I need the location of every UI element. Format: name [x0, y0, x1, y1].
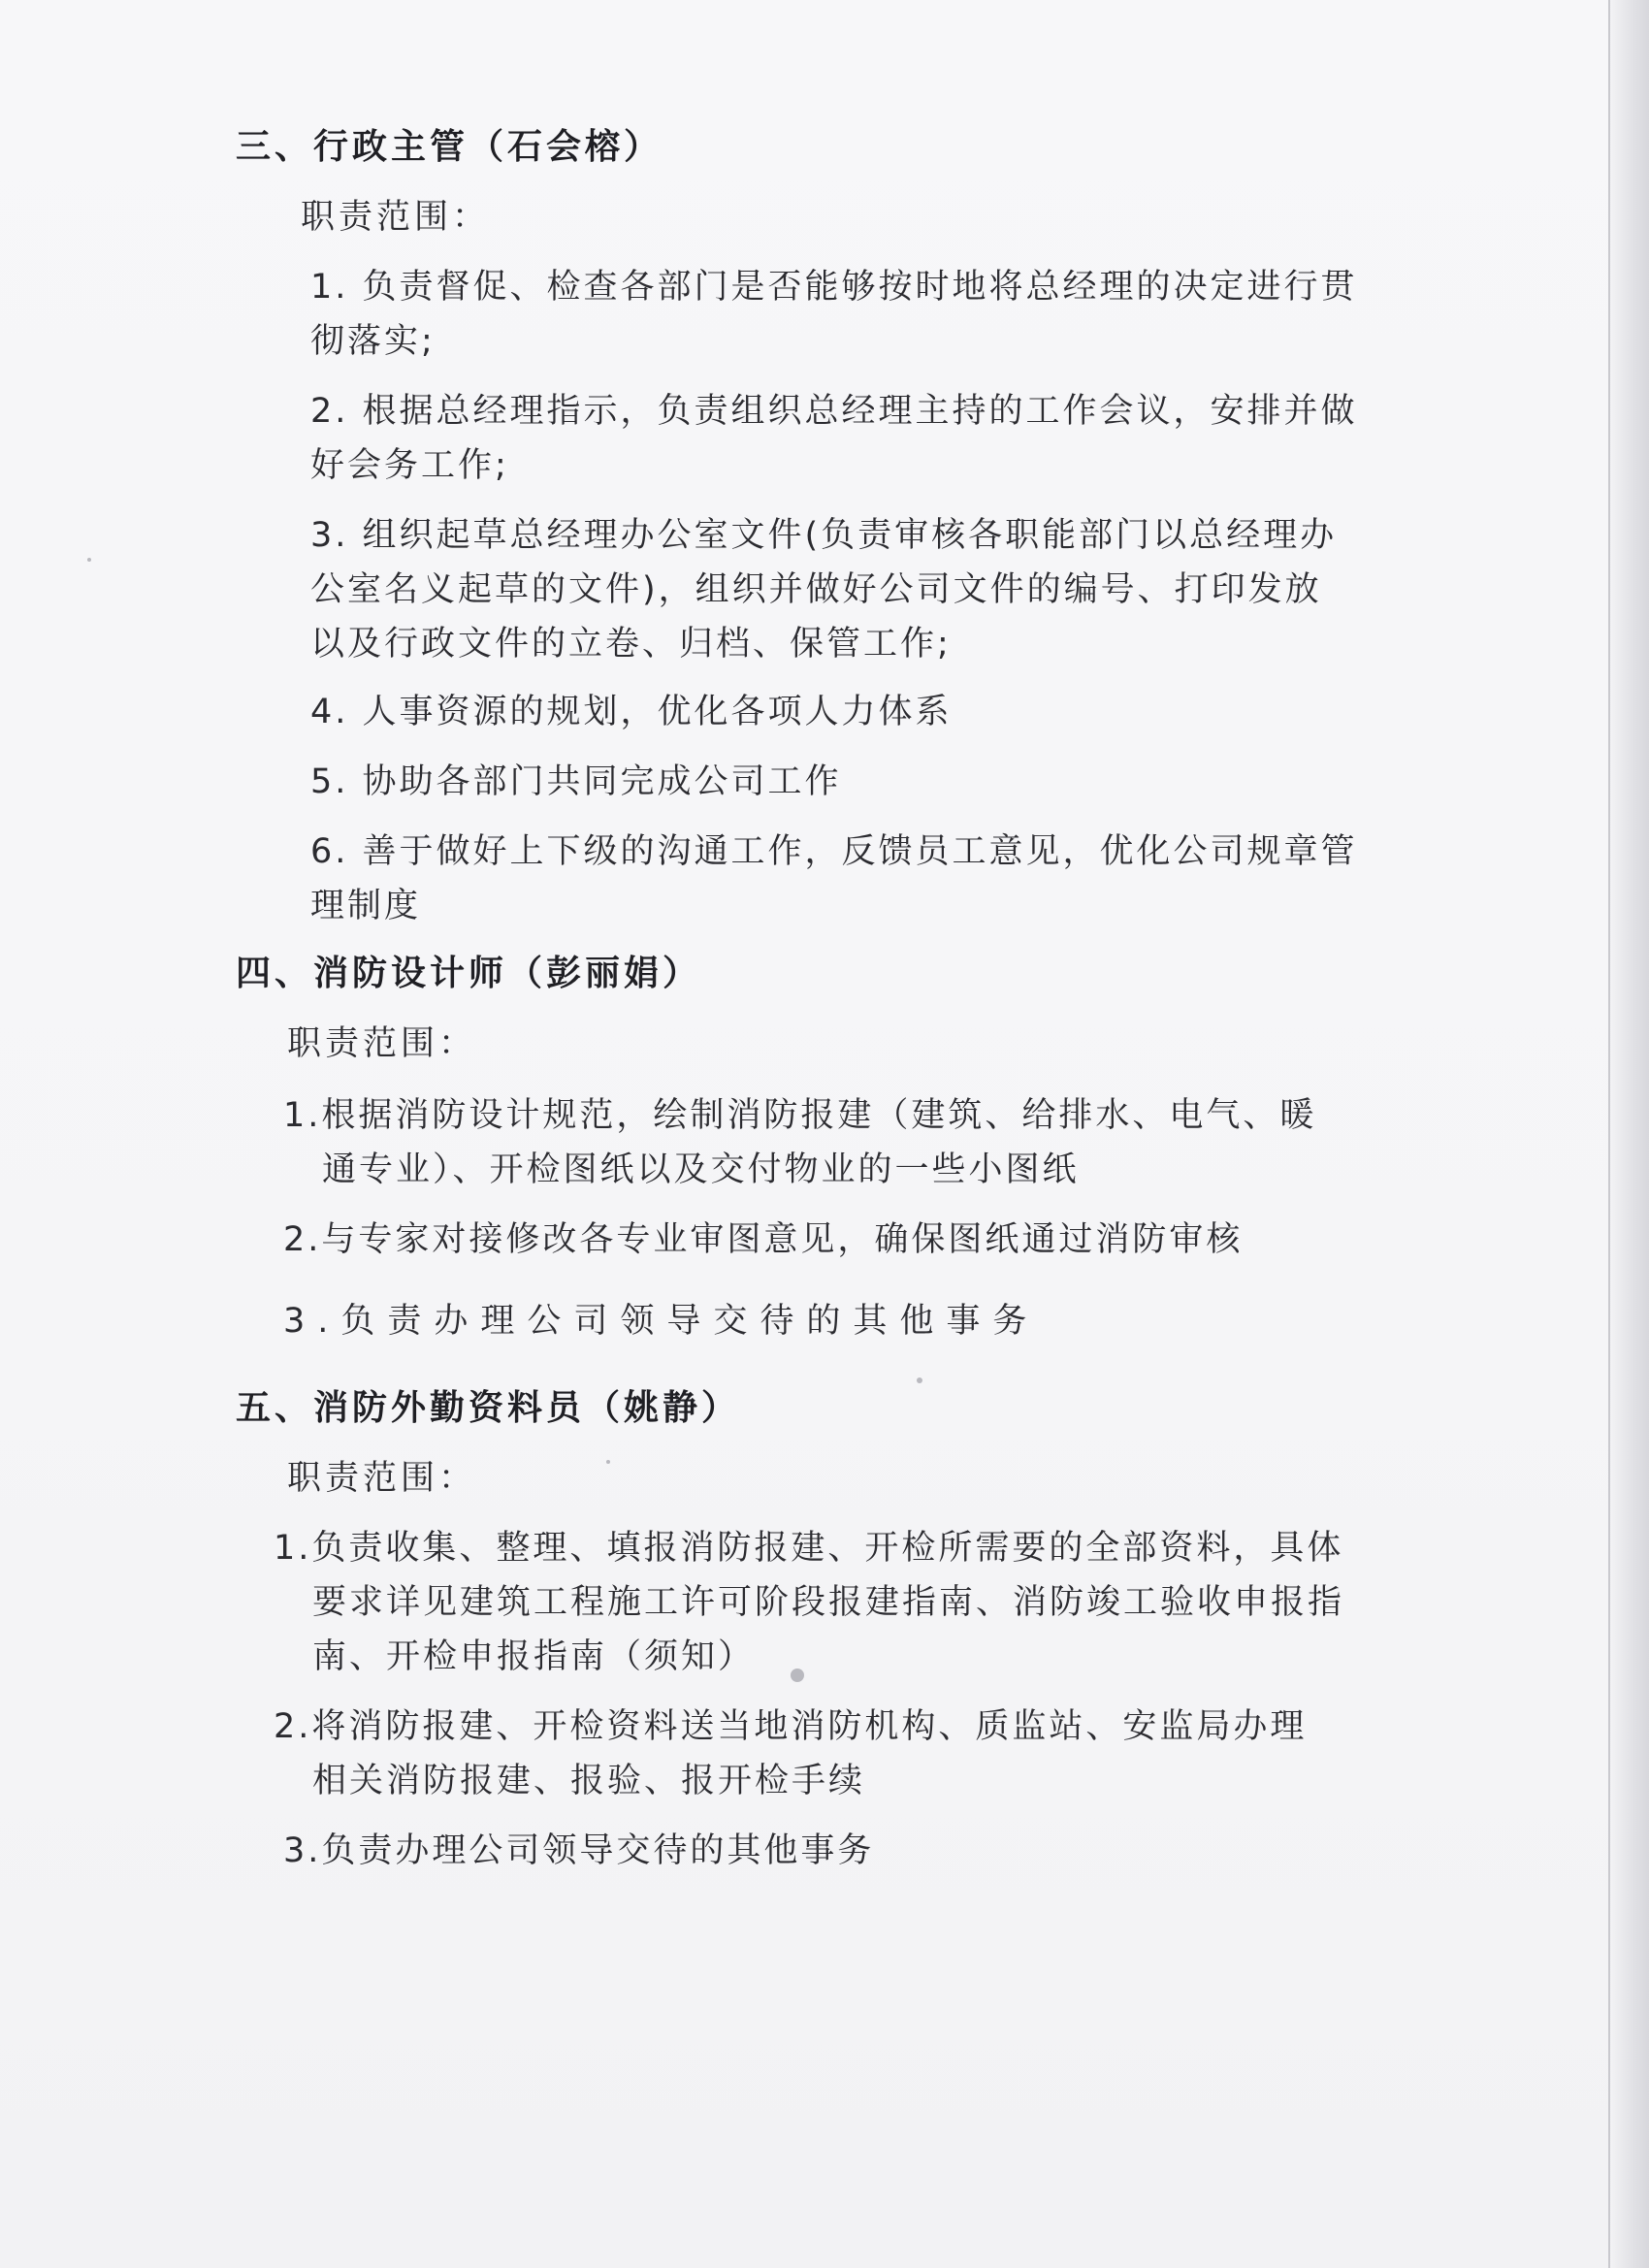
duty-item-line: 2.将消防报建、开检资料送当地消防机构、质监站、安监局办理 — [274, 1707, 1308, 1746]
duty-item-line: 3. 组织起草总经理办公室文件(负责审核各职能部门以总经理办 — [310, 516, 1338, 555]
section-heading-fire-field-clerk: 五、消防外勤资料员（姚静） — [236, 1388, 741, 1428]
duty-item-line: 以及行政文件的立卷、归档、保管工作; — [310, 625, 952, 664]
duty-item-line: 4. 人事资源的规划，优化各项人力体系 — [310, 693, 953, 731]
duty-item-line: 3.负责办理公司领导交待的其他事务 — [283, 1831, 875, 1870]
duty-item-line: 相关消防报建、报验、报开检手续 — [312, 1762, 866, 1800]
duty-item-line: 理制度 — [310, 887, 422, 925]
duty-item-line: 5. 协助各部门共同完成公司工作 — [310, 762, 842, 801]
duty-item-line: 1.负责收集、整理、填报消防报建、开检所需要的全部资料，具体 — [274, 1529, 1344, 1568]
section-heading-fire-designer: 四、消防设计师（彭丽娟） — [236, 954, 702, 993]
duty-item-line: 南、开检申报指南（须知） — [312, 1637, 756, 1676]
duty-item-line: 2.与专家对接修改各专业审图意见，确保图纸通过消防审核 — [283, 1220, 1244, 1259]
paper-edge — [1608, 0, 1649, 2268]
duty-item-line: 公室名义起草的文件)，组织并做好公司文件的编号、打印发放 — [310, 570, 1322, 609]
scope-label: 职责范围： — [287, 1459, 477, 1498]
duty-item-line: 3.负责办理公司领导交待的其他事务 — [283, 1302, 1040, 1341]
section-heading-admin-supervisor: 三、行政主管（石会榕） — [236, 127, 663, 167]
scope-label: 职责范围： — [301, 198, 491, 237]
duty-item-line: 通专业）、开检图纸以及交付物业的一些小图纸 — [322, 1150, 1080, 1189]
duty-item-line: 要求详见建筑工程施工许可阶段报建指南、消防竣工验收申报指 — [312, 1583, 1345, 1622]
duty-item-line: 2. 根据总经理指示，负责组织总经理主持的工作会议，安排并做 — [310, 392, 1358, 431]
duty-item-line: 1. 负责督促、检查各部门是否能够按时地将总经理的决定进行贯 — [310, 268, 1358, 307]
duty-item-line: 好会务工作; — [310, 446, 509, 485]
duty-item-line: 6. 善于做好上下级的沟通工作，反馈员工意见，优化公司规章管 — [310, 832, 1358, 871]
duty-item-line: 1.根据消防设计规范，绘制消防报建（建筑、给排水、电气、暖 — [283, 1096, 1317, 1135]
scope-label: 职责范围： — [287, 1024, 477, 1063]
duty-item-line: 彻落实; — [310, 322, 436, 361]
